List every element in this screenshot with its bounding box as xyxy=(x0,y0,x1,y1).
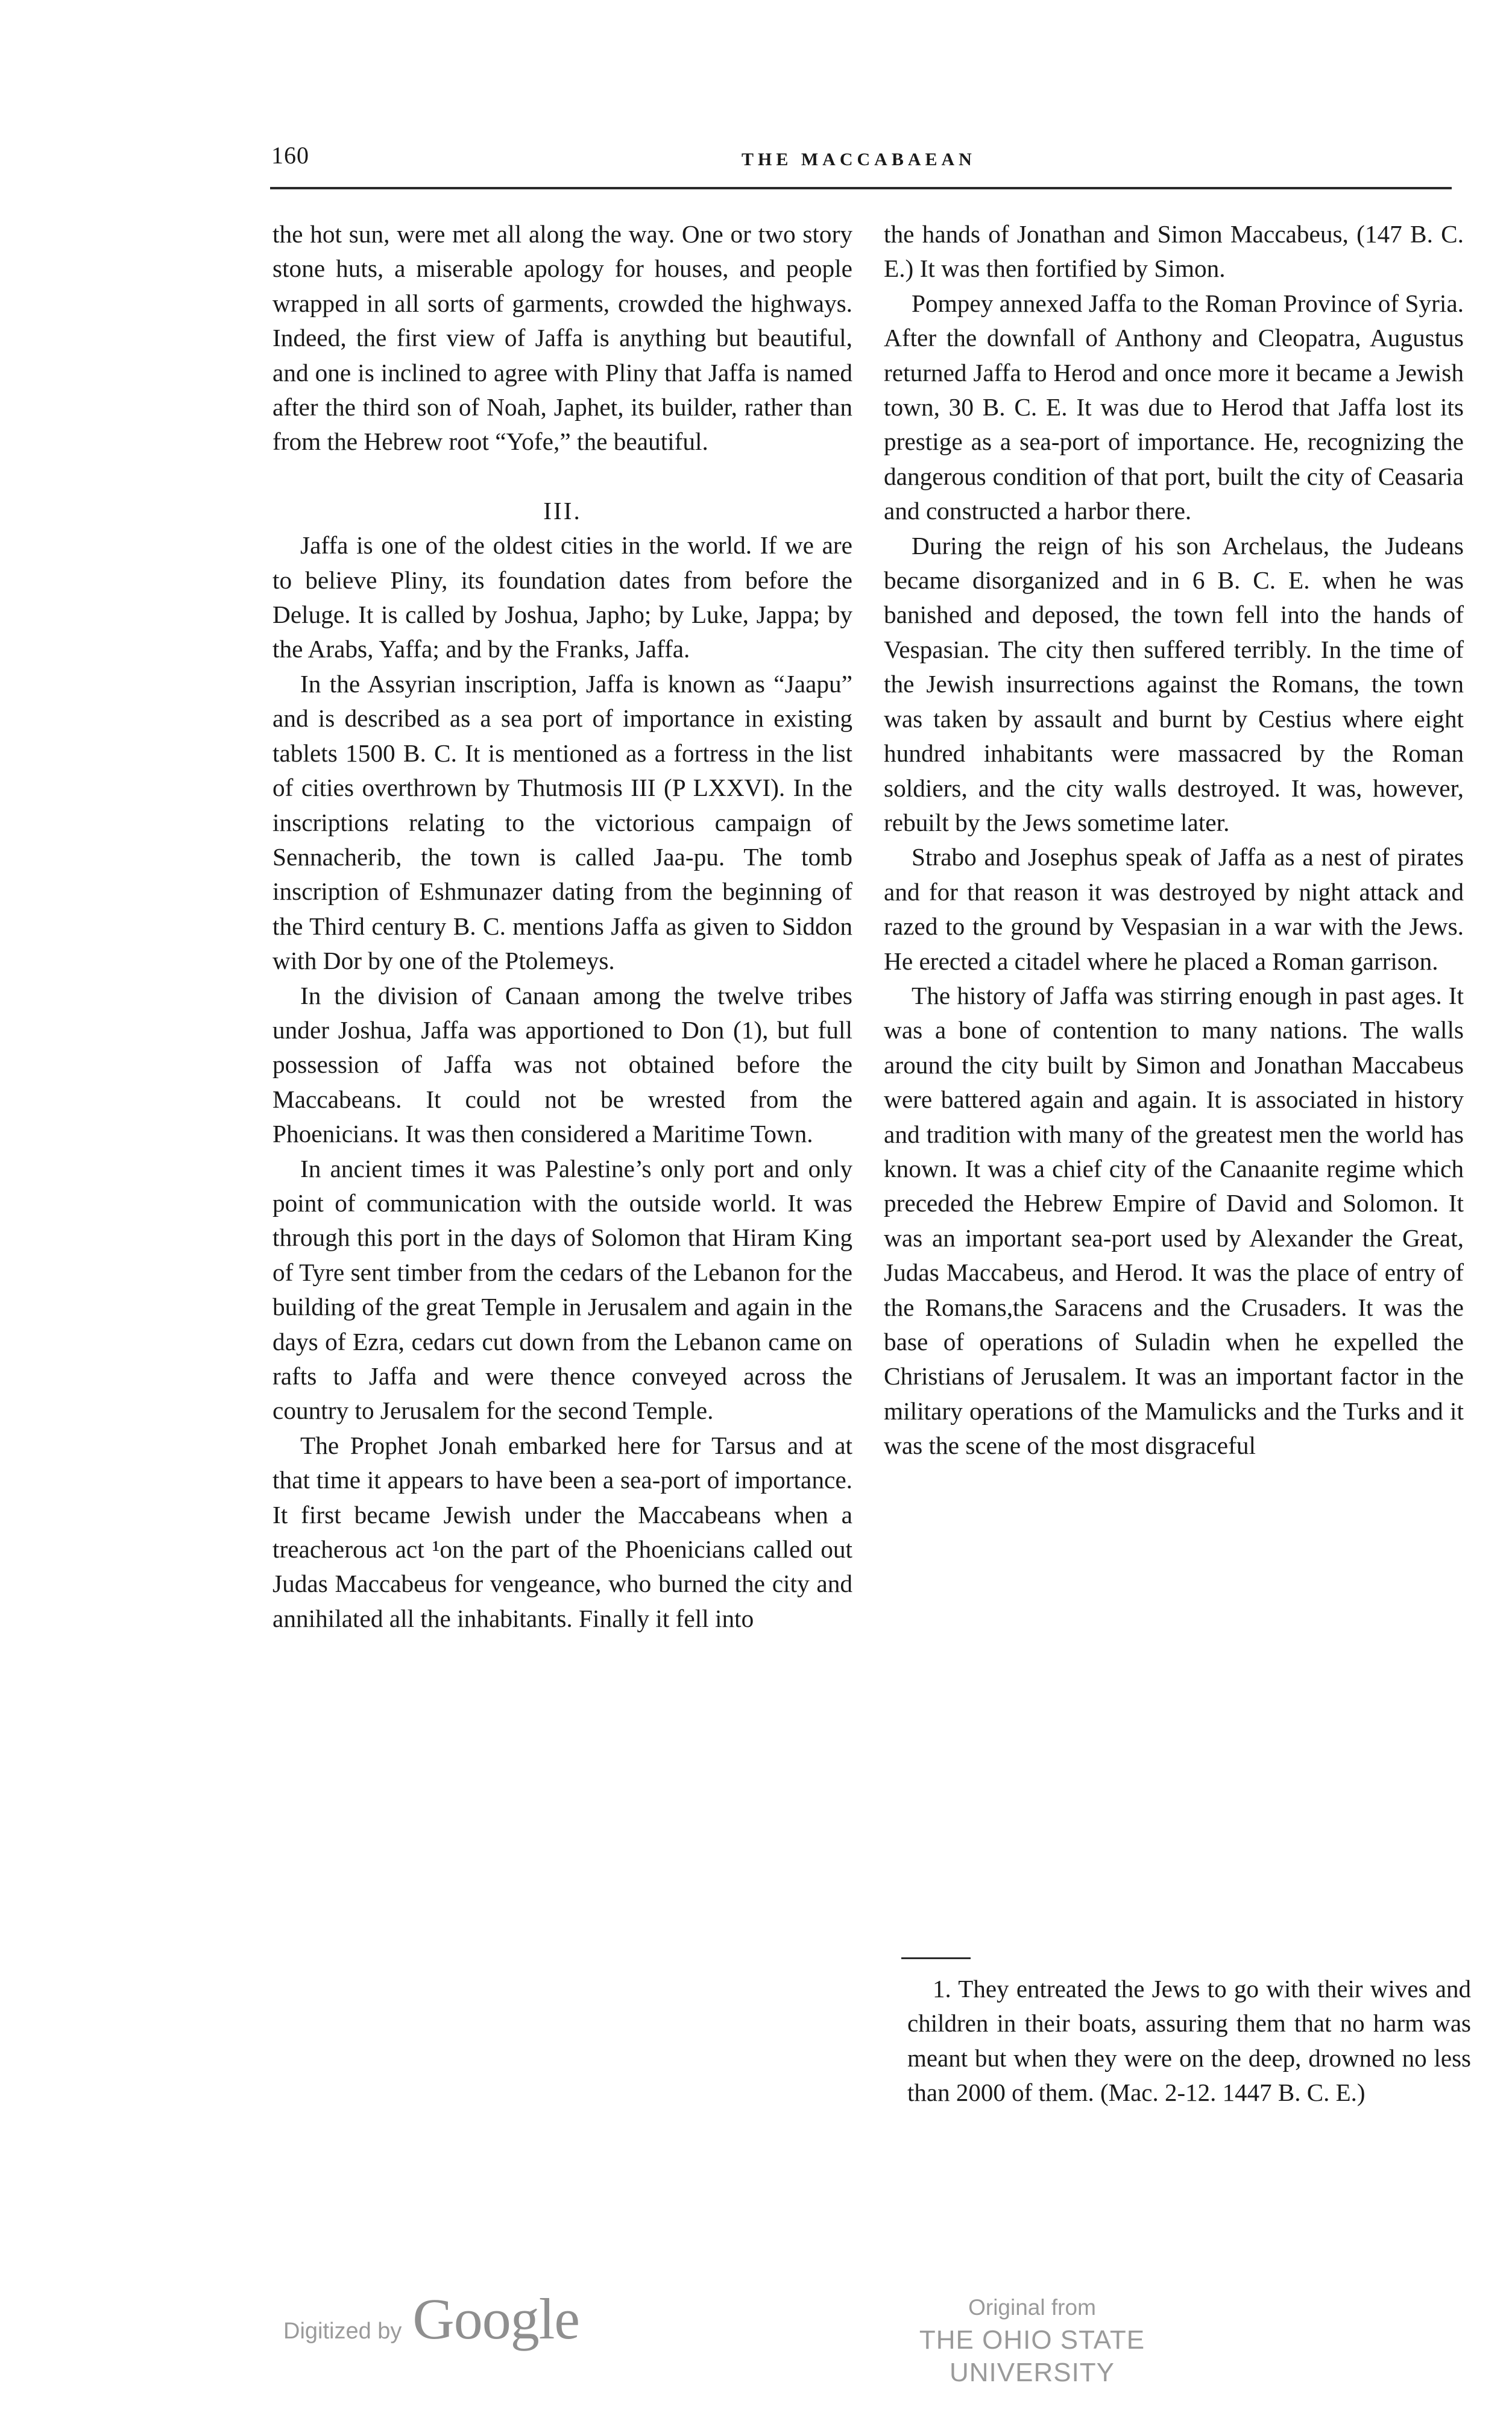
section-number: III. xyxy=(543,496,582,525)
digitized-label: Digitized by xyxy=(283,2319,402,2344)
paragraph: Strabo and Josephus speak of Jaffa as a nest of pirates and for that reason it was destroyed by night attack and razed to the ground by Vespasian in a war with the Jews. He erected a citadel where he placed a Roman garrison. xyxy=(884,843,1464,975)
page-number: 160 xyxy=(271,142,309,169)
footnote-block xyxy=(907,1972,1471,2110)
paragraph: The history of Jaffa was stirring enough in past ages. It was a bone of contention to many nations. The walls around the city built by Simon and Jonathan Maccabeus were battered again and again. It is associated in history and tradition with many of the greatest men the world has known. It was a chief city of the Canaanite regime which preceded the Hebrew Empire of David and Solomon. It was an important sea-port used by Alexander the Great, Judas Maccabeus, and Herod. It was the place of entry of the Romans,the Saracens and the Crusaders. It was the base of operations of Suladin when he expelled the Christians of Jerusalem. It was an important factor in the military operations of the Mamulicks and the Turks and it was the scene of the most disgraceful xyxy=(884,981,1464,1460)
institution-name: THE OHIO STATE UNIVERSITY xyxy=(919,2325,1145,2387)
footnote-rule xyxy=(901,1957,971,1959)
paragraph: In the division of Canaan among the twelve tribes under Joshua, Jaffa was apportioned to Don (1), but full possession of Jaffa was not obtained before the Maccabeans. It could not be wrested from the Phoenicians. It was then considered a Maritime Town. xyxy=(272,981,852,1148)
digitized-watermark xyxy=(283,2285,579,2352)
paragraph: In ancient times it was Palestine’s only port and only point of communication with the outside world. It was through this port in the days of Solomon that Hiram King of Tyre sent timber from the cedars of the Lebanon for the building of the great Temple in Jerusalem and again in the days of Ezra, cedars cut down from the Lebanon came on rafts to Jaffa and were thence conveyed across the country to Jerusalem for the second Temple. xyxy=(272,1154,852,1425)
paragraph: The Prophet Jonah embarked here for Tarsus and at that time it appears to have been a sea-port of importance. It first became Jewish under the Maccabeans when a treacherous act ¹on the part of the Phoenicians called out Judas Maccabeus for vengeance, who burned the city and annihilated all the inhabitants. Finally it fell into xyxy=(272,1431,852,1632)
paragraph: During the reign of his son Archelaus, the Judeans became disorganized and in 6 B. C. E. when he was banished and deposed, the town fell into the hands of Vespasian. The city then suffered terribly. In the time of the Jewish insurrections against the Romans, the town was taken by assault and burnt by Cestius where eight hundred inhabitants were massacred by the Roman soldiers, and the city walls destroyed. It was, however, rebuilt by the Jews sometime later. xyxy=(884,531,1464,836)
running-title: THE MACCABAEAN xyxy=(742,150,976,169)
paragraph: the hands of Jonathan and Simon Maccabeus, (147 B. C. E.) It was then fortified by Simon. xyxy=(884,220,1464,283)
right-column xyxy=(884,217,1464,1463)
left-column xyxy=(272,217,852,1636)
source-watermark xyxy=(851,2291,1213,2389)
paragraph: In the Assyrian inscription, Jaffa is known as “Jaapu” and is described as a sea port of importance in existing tablets 1500 B. C. It is mentioned as a fortress in the list of cities overthrown by Thutmosis III (P LXXVI). In the inscriptions relating to the victorious campaign of Sennacherib, the town is called Jaa-pu. The tomb inscription of Eshmunazer dating from the beginning of the Third century B. C. mentions Jaffa as given to Siddon with Dor by one of the Ptolemeys. xyxy=(272,669,852,975)
google-logo: Google xyxy=(412,2287,580,2351)
footnote: 1. They entreated the Jews to go with their wives and children in their boats, assuring them that no harm was meant but when they were on the deep, drowned no less than 2000 of them. (Mac. 2-12. 1447 B. C. E.) xyxy=(907,1975,1471,2107)
paragraph: Jaffa is one of the oldest cities in the world. If we are to believe Pliny, its foundation dates from before the Deluge. It is called by Joshua, Japho; by Luke, Jappa; by the Arabs, Yaffa; and by the Franks, Jaffa. xyxy=(272,531,852,663)
paragraph: the hot sun, were met all along the way. One or two story stone huts, a miserable apology for houses, and people wrapped in all sorts of garments, crowded the highways. Indeed, the first view of Jaffa is anything but beautiful, and one is inclined to agree with Pliny that Jaffa is named after the third son of Noah, Japhet, its builder, rather than from the Hebrew root “Yofe,” the beautiful. xyxy=(272,220,852,456)
header-rule xyxy=(270,187,1452,189)
paragraph: Pompey annexed Jaffa to the Roman Province of Syria. After the downfall of Anthony and Cleopatra, Augustus returned Jaffa to Herod and once more it became a Jewish town, 30 B. C. E. It was due to Herod that Jaffa lost its prestige as a sea-port of importance. He, recognizing the dangerous condition of that port, built the city of Ceasaria and constructed a harbor there. xyxy=(884,289,1464,525)
original-from-label: Original from xyxy=(968,2295,1096,2320)
